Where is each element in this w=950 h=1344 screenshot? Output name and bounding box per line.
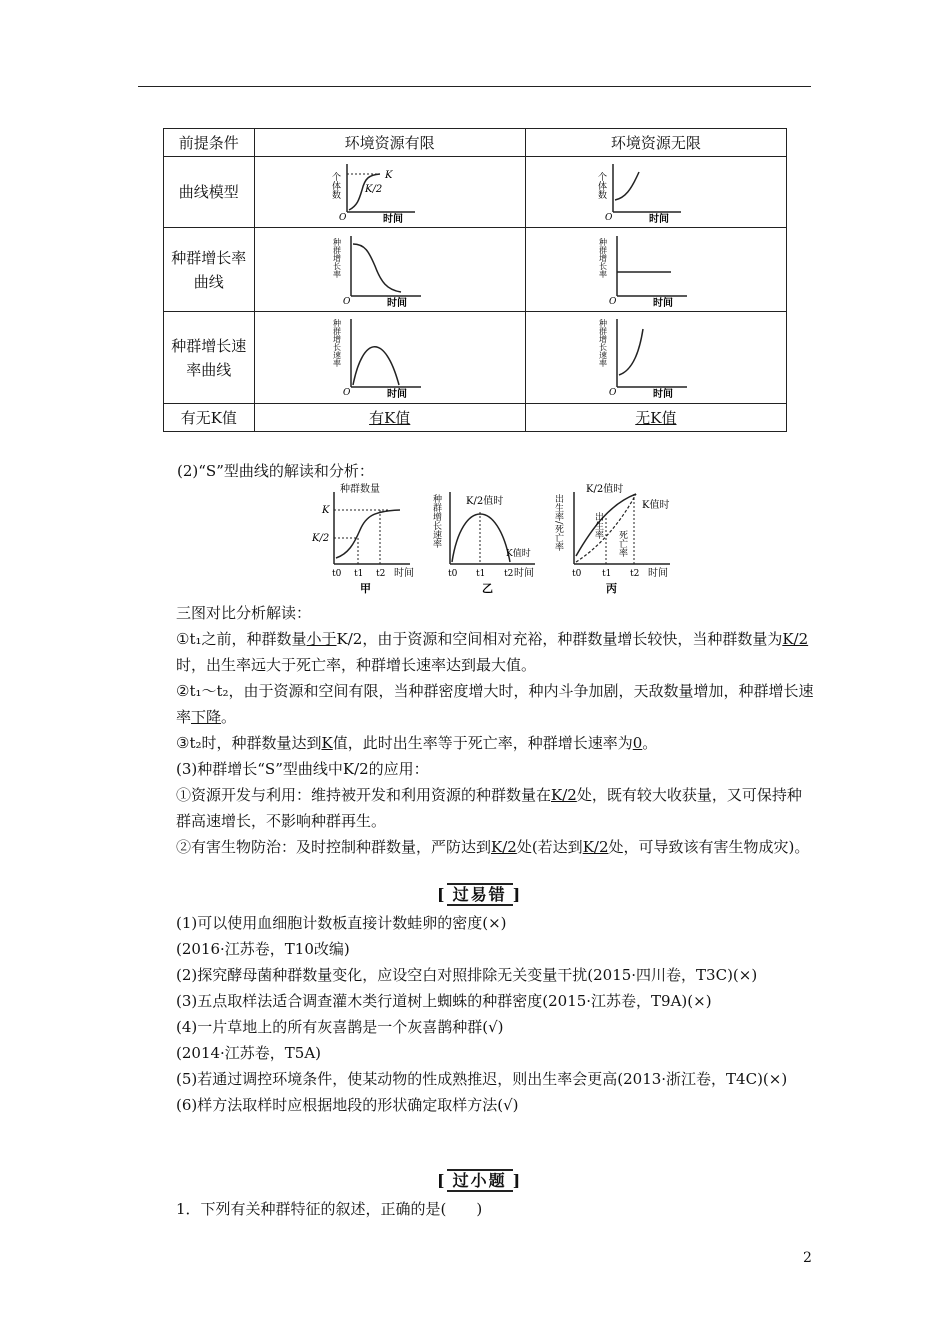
list-item: (2016·江苏卷，T10改编) — [176, 940, 350, 958]
j-curve-cell — [525, 157, 786, 228]
jia-ylabel: 种群数量 — [340, 484, 380, 495]
y-axis-label: 个体数 — [595, 172, 606, 199]
yi-ylabel: 种群增长速率 — [431, 494, 441, 548]
list-item: (2014·江苏卷，T5A) — [176, 1044, 322, 1062]
s-speed-cell — [254, 312, 525, 404]
analysis-block — [150, 600, 815, 860]
y-axis-label: 个体数 — [329, 172, 340, 199]
guo-yicuo-heading: [ 过易错 ] — [437, 885, 523, 904]
section3-title: (3)种群增长“S”型曲线中K/2的应用： — [176, 760, 429, 778]
origin-label: O — [338, 213, 347, 223]
comparison-table — [163, 128, 787, 432]
k2-label: K/2 — [364, 184, 382, 195]
yi-time: 时间 — [514, 568, 534, 579]
origin-label: O — [342, 296, 351, 307]
jia-time: 时间 — [394, 568, 414, 579]
jia-caption: 甲 — [360, 582, 371, 595]
yi-t2: t2 — [504, 569, 514, 579]
list-item: (2)探究酵母菌种群数量变化，应设空白对照排除无关变量干扰(2015·四川卷，T3C)(×) — [176, 966, 758, 984]
yi-t1: t1 — [476, 569, 486, 579]
guo-yicuo-list — [150, 910, 815, 1118]
row-label: 有无K值 — [164, 404, 255, 432]
list-item: (4)一片草地上的所有灰喜鹊是一个灰喜鹊种群(√) — [176, 1018, 504, 1036]
bing-death: 死亡率 — [617, 530, 627, 557]
figure-bing — [553, 482, 670, 595]
list-item: (6)样方法取样时应根据地段的形状确定取样方法(√) — [176, 1096, 519, 1114]
yi-caption: 乙 — [482, 582, 493, 595]
header-rule — [138, 86, 811, 87]
origin-label: O — [342, 387, 351, 398]
jia-t0: t0 — [332, 569, 342, 579]
question-1: 1．下列有关种群特征的叙述，正确的是( ) — [176, 1200, 483, 1218]
j-speed-cell — [525, 312, 786, 404]
guo-xiaoti-heading: [ 过小题 ] — [437, 1171, 523, 1190]
origin-label: O — [608, 387, 617, 398]
header-unlimited: 环境资源无限 — [525, 129, 786, 157]
s-growth-speed-curve — [332, 315, 445, 401]
no-k-cell: 无K值 — [525, 404, 786, 432]
y-axis-label: 种群增长率 — [598, 237, 608, 278]
analysis-p2: ②t₁～t₂，由于资源和空间有限，当种群密度增大时，种内斗争加剧，天敌数量增加，种群增长速率下降。 — [176, 682, 814, 726]
y-axis-label: 种群增长速率 — [598, 318, 608, 367]
yi-t0: t0 — [448, 569, 458, 579]
row-label: 种群增长速率曲线 — [164, 312, 255, 404]
j-growth-speed-curve — [598, 315, 711, 401]
bing-ylabel: 出生率/死亡率 — [553, 494, 563, 552]
list-item: (1)可以使用血细胞计数板直接计数蛙卵的密度(×) — [176, 914, 507, 932]
x-axis-label: 时间 — [652, 297, 673, 309]
jia-t1: t1 — [354, 569, 364, 579]
origin-label: O — [608, 296, 617, 307]
j-rate-cell — [525, 228, 786, 312]
bing-t1: t1 — [602, 569, 612, 579]
x-axis-label: 时间 — [382, 214, 403, 225]
jia-t2: t2 — [376, 569, 386, 579]
bing-birth: 出生率 — [593, 512, 603, 539]
bing-t2: t2 — [630, 569, 640, 579]
three-figures — [300, 478, 700, 598]
row-label: 前提条件 — [164, 129, 255, 157]
x-axis-label: 时间 — [648, 214, 669, 225]
y-axis-label: 种群增长速率 — [332, 318, 342, 367]
section2-title: (2)“S”型曲线的解读和分析： — [177, 462, 374, 480]
section3-p2: ②有害生物防治：及时控制种群数量，严防达到K/2处(若达到K/2处，可导致该有害生物成灾)。 — [176, 838, 810, 856]
s-curve-model — [329, 160, 445, 225]
list-item: (3)五点取样法适合调查灌木类行道树上蜘蛛的种群密度(2015·江苏卷，T9A)(×) — [176, 992, 712, 1010]
jia-k2: K/2 — [312, 533, 330, 544]
s-growth-rate-curve — [332, 232, 445, 309]
bing-t0: t0 — [572, 569, 582, 579]
header-limited: 环境资源有限 — [254, 129, 525, 157]
list-item: (5)若通过调控环境条件，使某动物的性成熟推迟，则出生率会更高(2013·浙江卷，T4C)(×) — [176, 1070, 788, 1088]
s-curve-cell — [254, 157, 525, 228]
analysis-p3: ③t₂时，种群数量达到K值，此时出生率等于死亡率，种群增长速率为0。 — [176, 734, 658, 752]
x-axis-label: 时间 — [652, 388, 673, 400]
figure-yi — [431, 492, 535, 595]
k-label: K — [384, 170, 393, 181]
x-axis-label: 时间 — [386, 388, 407, 400]
section3-p1: ①资源开发与利用：维持被开发和利用资源的种群数量在K/2处，既有较大收获量，又可保持种群高速增长，不影响种群再生。 — [176, 786, 802, 830]
x-axis-label: 时间 — [386, 297, 407, 309]
bing-end: K值时 — [642, 500, 670, 511]
yi-peak: K/2值时 — [466, 496, 504, 507]
s-rate-cell — [254, 228, 525, 312]
bing-time: 时间 — [648, 568, 668, 579]
has-k-cell: 有K值 — [254, 404, 525, 432]
analysis-p1: ①t₁之前，种群数量小于K/2，由于资源和空间相对充裕，种群数量增长较快，当种群数量为K/2时，出生率远大于死亡率，种群增长速率达到最大值。 — [176, 630, 809, 674]
y-axis-label: 种群增长率 — [332, 237, 342, 278]
jia-k: K — [322, 505, 330, 516]
page-number: 2 — [803, 1250, 812, 1266]
bing-caption: 丙 — [606, 582, 617, 595]
figure-jia — [311, 482, 414, 595]
bing-peak: K/2值时 — [586, 484, 624, 495]
yi-end: K值时 — [506, 549, 531, 559]
j-growth-rate-curve — [598, 232, 711, 309]
analysis-title: 三图对比分析解读： — [176, 604, 312, 622]
row-label: 种群增长率曲线 — [164, 228, 255, 312]
origin-label: O — [604, 213, 613, 223]
row-label: 曲线模型 — [164, 157, 255, 228]
j-curve-model — [595, 160, 711, 225]
